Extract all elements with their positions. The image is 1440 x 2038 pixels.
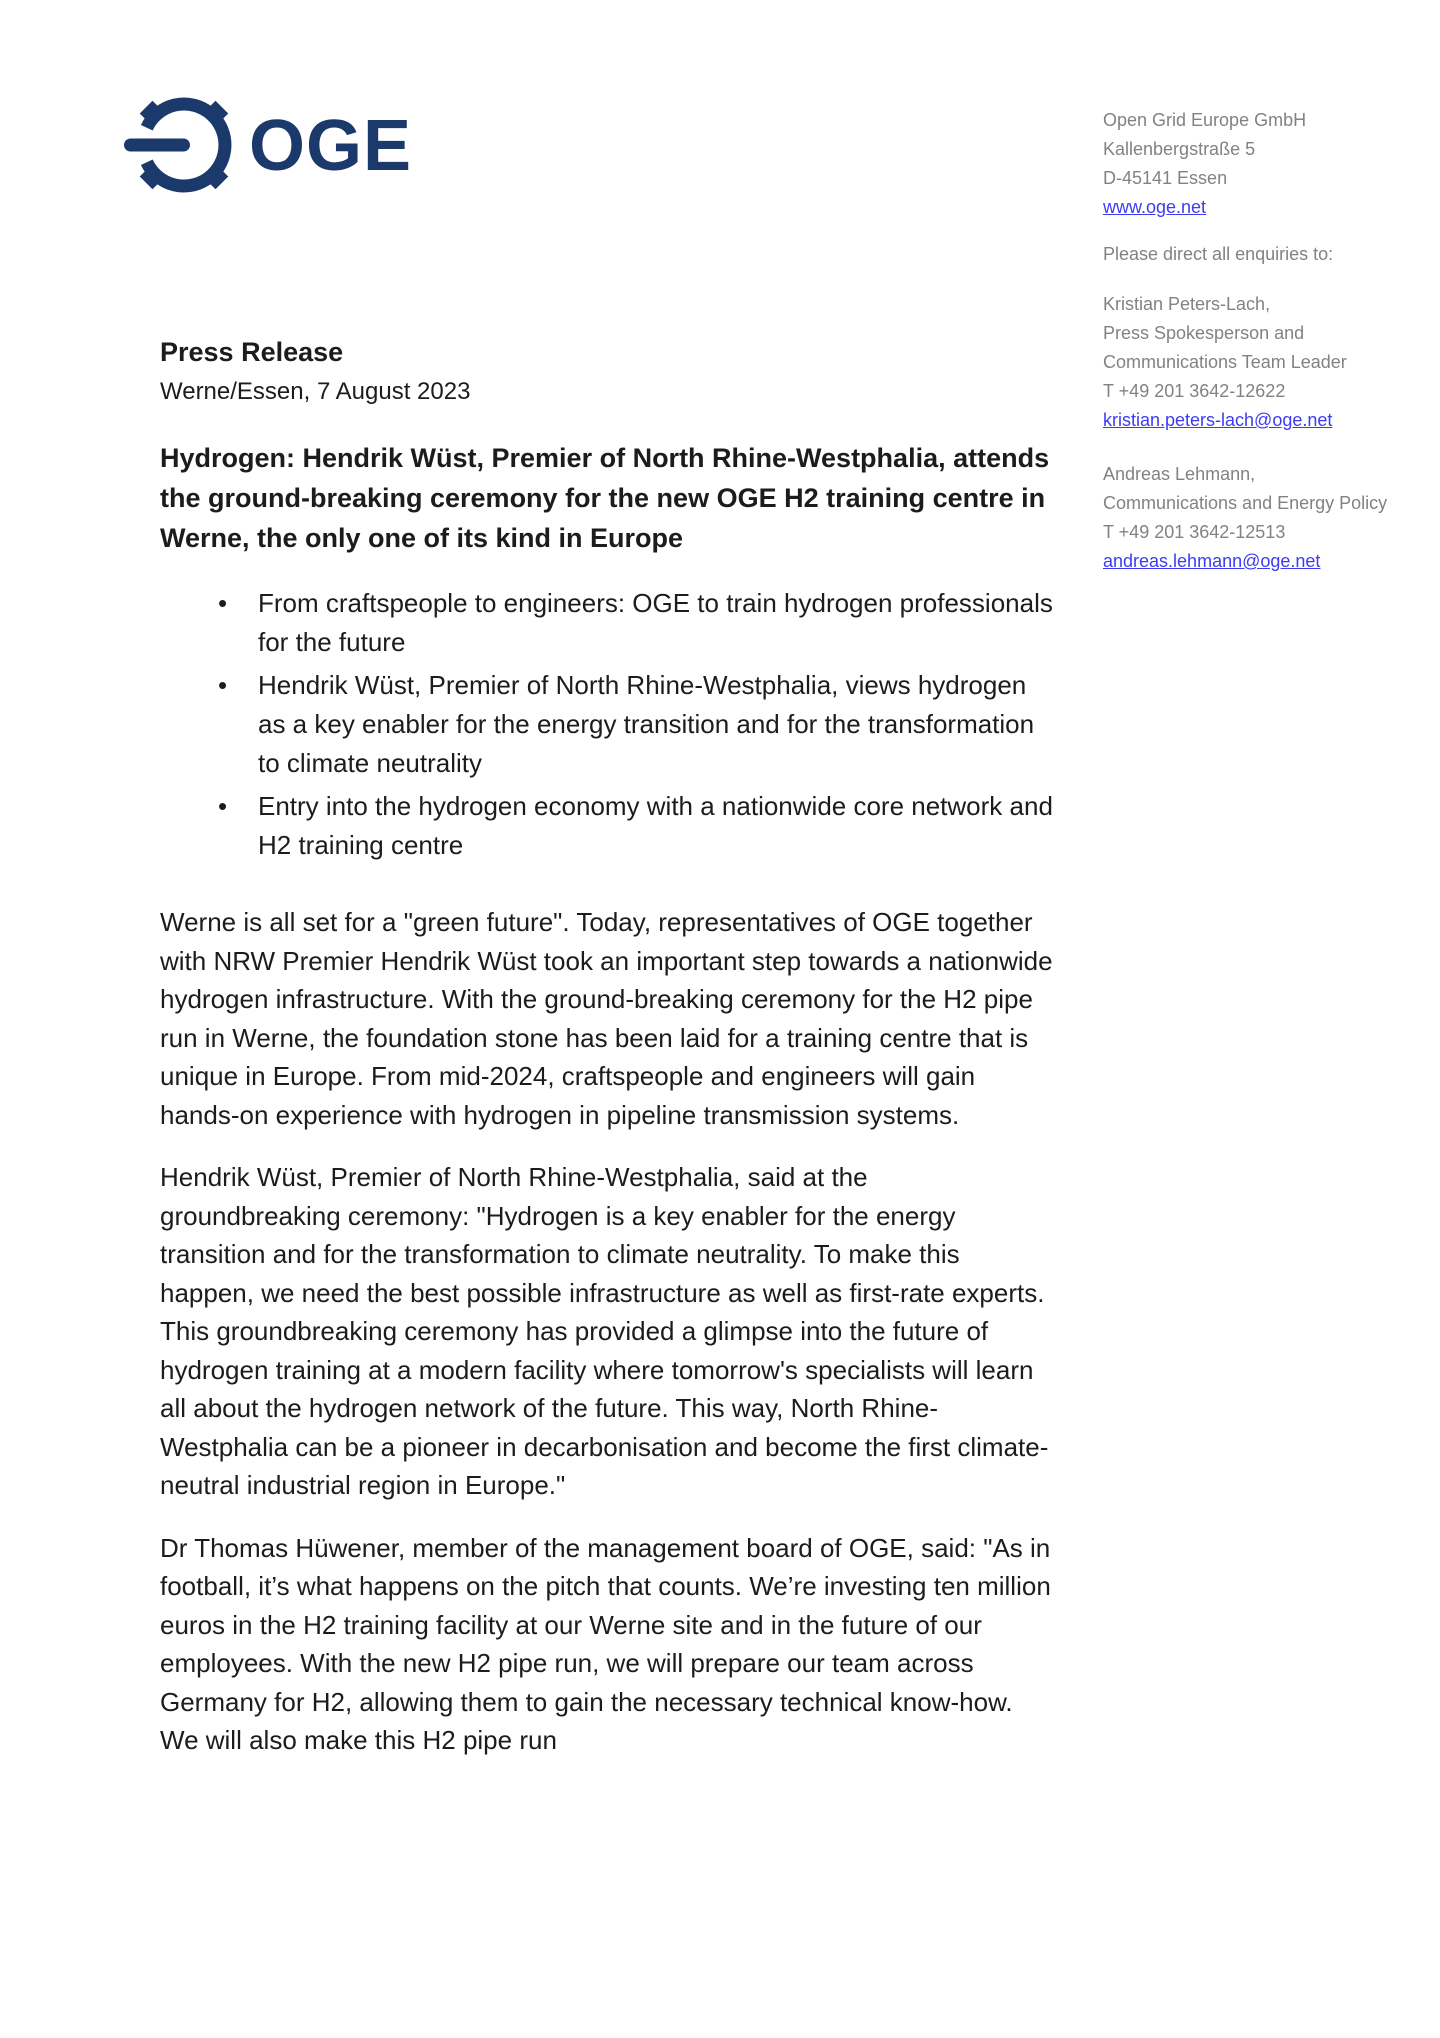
enquiries-note: Please direct all enquiries to: [1103,244,1334,264]
bullet-item: • Hendrik Wüst, Premier of North Rhine-Westphalia, views hydrogen as a key enabler for the energy transition and for the transformation to climate neutrality [258,666,1053,783]
contact-role-line: Communications Team Leader [1103,352,1347,372]
bullet-item: • Entry into the hydrogen economy with a nationwide core network and H2 training centre [258,787,1053,865]
body-paragraph: Dr Thomas Hüwener, member of the management board of OGE, said: "As in football, it’s what happens on the pitch that counts. We’re investing ten million euros in the H2 training facility at our Werne site and in the future of our employees. With the new H2 pipe run, we will prepare our team across Germany for H2, allowing them to gain the necessary technical know-how. We will also make this H2 pipe run [160,1532,1051,1755]
contact-role-line: Communications and Energy Policy [1103,493,1388,513]
body-paragraph: Werne is all set for a "green future". Today, representatives of OGE together with NRW Premier Hendrik Wüst took an important step towards a nationwide hydrogen infrastructure. With the ground-breaking ceremony for the H2 pipe run in Werne, the foundation stone has been laid for a training centre that is unique in Europe. From mid-2024, craftspeople and engineers will gain hands-on experience with hydrogen in pipeline transmission systems. [160,907,1053,1130]
company-name: Open Grid Europe GmbH [1103,110,1307,130]
bullet-item: • From craftspeople to engineers: OGE to train hydrogen professionals for the future [258,584,1053,662]
contact-phone: T +49 201 3642-12622 [1103,381,1286,401]
key-points-list [160,584,1053,865]
company-city: D-45141 Essen [1103,168,1228,188]
contact-block-andreas [1103,460,1423,576]
contact-role-line: Press Spokesperson and [1103,323,1305,343]
contact-name: Andreas Lehmann, [1103,464,1256,484]
oge-logo-text: OGE [249,105,413,186]
company-address-block [1103,106,1423,222]
press-release-kicker: Press Release [160,337,344,367]
body-paragraph: Hendrik Wüst, Premier of North Rhine-Westphalia, said at the groundbreaking ceremony: "Hydrogen is a key enabler for the energy transition and for the transformation to climate neutrality. To make this happen, we need the best possible infrastructure as well as first-rate experts. This groundbreaking ceremony has provided a glimpse into the future of hydrogen training at a modern facility where tomorrow's specialists will learn all about the hydrogen network of the future. This way, North Rhine-Westphalia can be a pioneer in decarbonisation and become the first climate-neutral industrial region in Europe." [160,1162,1049,1500]
contact-email-link[interactable]: andreas.lehmann@oge.net [1103,551,1321,571]
oge-logo-mark-icon [100,90,235,205]
headline: Hydrogen: Hendrik Wüst, Premier of North Rhine-Westphalia, attends the ground-breaking ceremony for the new OGE H2 training centre in Werne, the only one of its kind in Europe [160,443,1050,553]
contact-sidebar [1103,106,1423,576]
contact-phone: T +49 201 3642-12513 [1103,522,1286,542]
oge-logo [100,90,412,205]
article-text [160,903,1053,1760]
contact-block-kristian [1103,290,1423,435]
contact-email-link[interactable]: kristian.peters-lach@oge.net [1103,410,1333,430]
company-street: Kallenbergstraße 5 [1103,139,1256,159]
dateline: Werne/Essen, 7 August 2023 [160,378,471,405]
contact-name: Kristian Peters-Lach, [1103,294,1271,314]
press-release-body [160,336,1053,1760]
company-website-link[interactable]: www.oge.net [1103,197,1207,217]
